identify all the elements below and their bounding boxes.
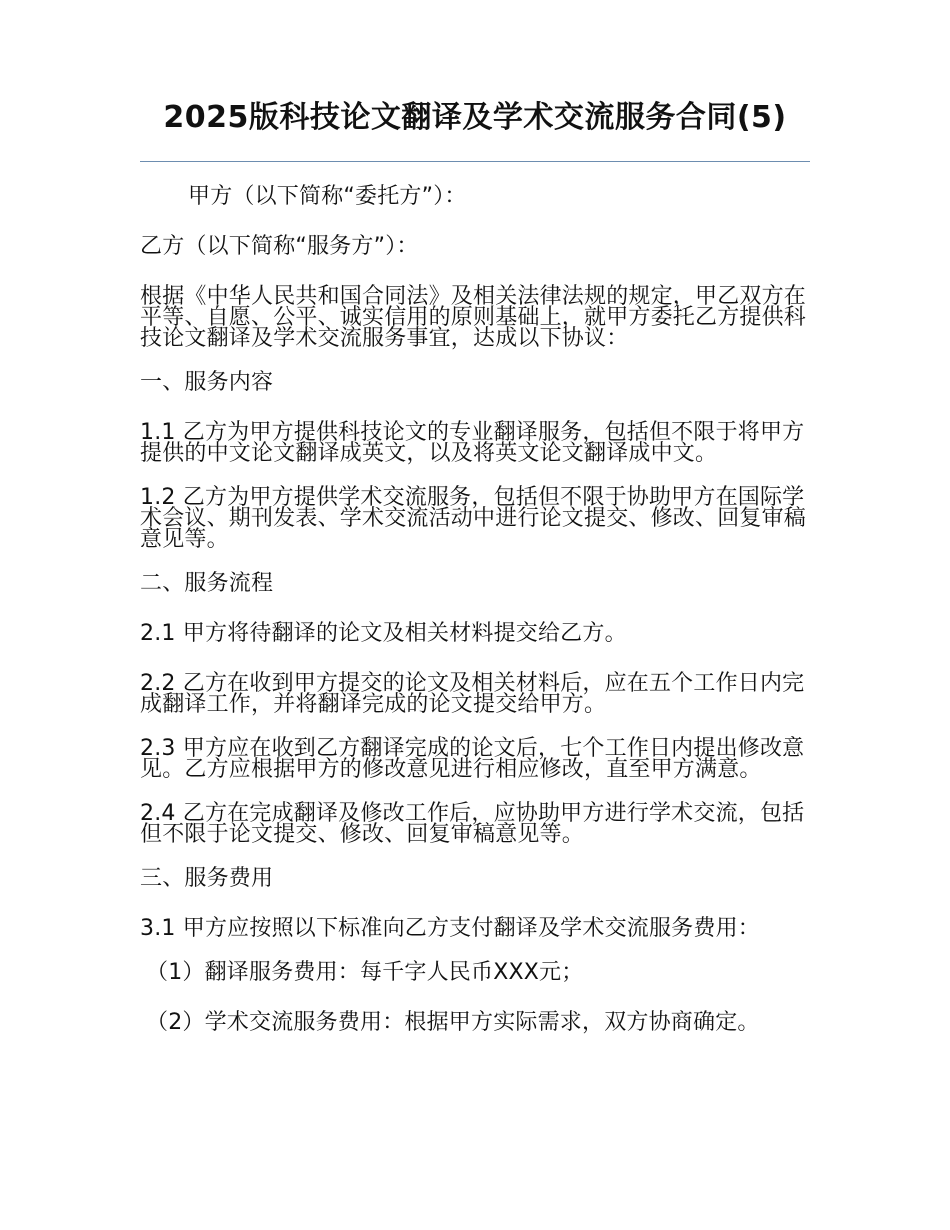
clause-2-4: 2.4 乙方在完成翻译及修改工作后，应协助甲方进行学术交流，包括但不限于论文提交、修改、回复审稿意见等。 bbox=[140, 801, 805, 847]
party-a-line: 甲方（以下简称“委托方”）： bbox=[188, 184, 467, 209]
fee-item-academic-exchange: （2）学术交流服务费用：根据甲方实际需求，双方协商确定。 bbox=[146, 1010, 760, 1035]
title-underline bbox=[140, 161, 810, 162]
party-b-line: 乙方（以下简称“服务方”）： bbox=[140, 234, 419, 259]
preamble-paragraph: 根据《中华人民共和国合同法》及相关法律法规的规定，甲乙双方在平等、自愿、公平、诚实信用的原则基础上，就甲方委托乙方提供科技论文翻译及学术交流服务事宜，达成以下协议： bbox=[140, 284, 807, 351]
document-title: 2025版科技论文翻译及学术交流服务合同(5) bbox=[163, 100, 787, 135]
clause-2-2: 2.2 乙方在收到甲方提交的论文及相关材料后，应在五个工作日内完成翻译工作，并将翻译完成的论文提交给甲方。 bbox=[140, 671, 805, 717]
clause-2-1: 2.1 甲方将待翻译的论文及相关材料提交给乙方。 bbox=[140, 621, 627, 646]
section-heading-service-process: 二、服务流程 bbox=[140, 571, 274, 596]
fee-item-translation: （1）翻译服务费用：每千字人民币XXX元； bbox=[146, 960, 584, 985]
clause-1-2: 1.2 乙方为甲方提供学术交流服务，包括但不限于协助甲方在国际学术会议、期刊发表、学术交流活动中进行论文提交、修改、回复审稿意见等。 bbox=[140, 485, 807, 552]
document-body bbox=[140, 176, 810, 1056]
clause-3-1: 3.1 甲方应按照以下标准向乙方支付翻译及学术交流服务费用： bbox=[140, 916, 760, 941]
section-heading-service-content: 一、服务内容 bbox=[140, 370, 274, 395]
section-heading-service-fees: 三、服务费用 bbox=[140, 866, 274, 891]
clause-2-3: 2.3 甲方应在收到乙方翻译完成的论文后，七个工作日内提出修改意见。乙方应根据甲方的修改意见进行相应修改，直至甲方满意。 bbox=[140, 736, 805, 782]
clause-1-1: 1.1 乙方为甲方提供科技论文的专业翻译服务，包括但不限于将甲方提供的中文论文翻译成英文，以及将英文论文翻译成中文。 bbox=[140, 420, 805, 466]
